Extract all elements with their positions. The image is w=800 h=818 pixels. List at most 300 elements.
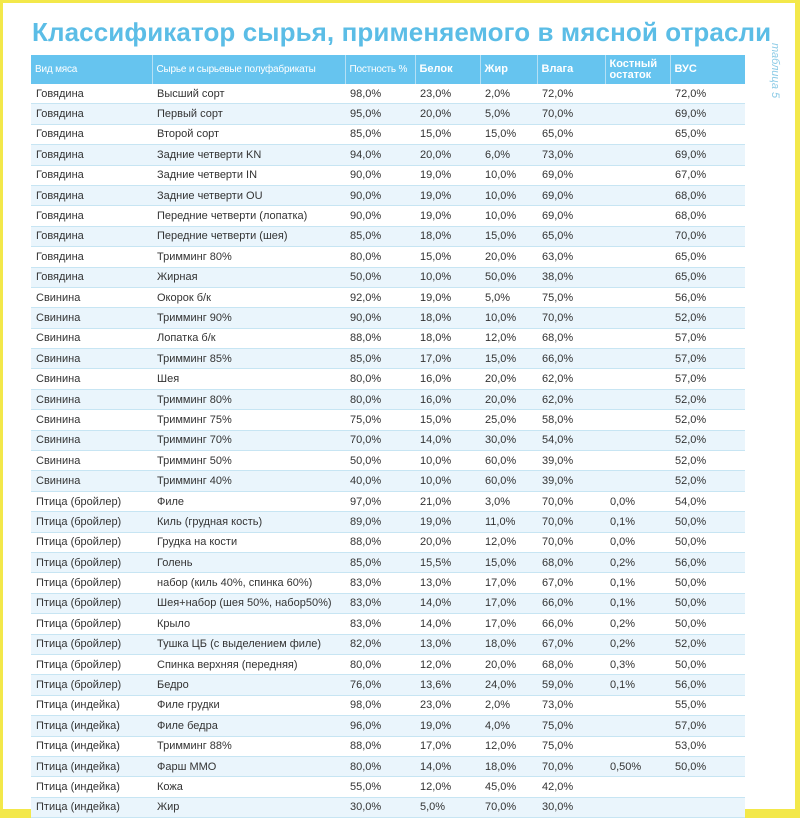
bone-residue-cell xyxy=(605,165,670,185)
protein-cell: 14,0% xyxy=(415,430,480,450)
table-row xyxy=(31,410,745,430)
table-row xyxy=(31,695,745,715)
table-row xyxy=(31,552,745,572)
moisture-cell: 38,0% xyxy=(537,267,605,287)
protein-cell: 15,0% xyxy=(415,247,480,267)
leanness-cell: 90,0% xyxy=(345,308,415,328)
protein-cell: 17,0% xyxy=(415,736,480,756)
leanness-cell: 88,0% xyxy=(345,532,415,552)
raw-material-cell: Тримминг 75% xyxy=(152,410,345,430)
wbc-cell: 50,0% xyxy=(670,614,745,634)
protein-cell: 15,0% xyxy=(415,124,480,144)
meat-type-cell: Свинина xyxy=(31,471,152,491)
table-row xyxy=(31,349,745,369)
table-row xyxy=(31,471,745,491)
raw-material-cell: Спинка верхняя (передняя) xyxy=(152,654,345,674)
meat-type-cell: Свинина xyxy=(31,451,152,471)
table-row xyxy=(31,185,745,205)
leanness-cell: 83,0% xyxy=(345,593,415,613)
table-row xyxy=(31,532,745,552)
wbc-cell: 52,0% xyxy=(670,471,745,491)
meat-type-cell: Птица (бройлер) xyxy=(31,552,152,572)
wbc-cell: 52,0% xyxy=(670,389,745,409)
bone-residue-cell: 0,0% xyxy=(605,491,670,511)
raw-material-cell: Киль (грудная кость) xyxy=(152,512,345,532)
wbc-cell: 72,0% xyxy=(670,84,745,104)
bone-residue-cell xyxy=(605,695,670,715)
wbc-cell xyxy=(670,797,745,817)
raw-material-cell: Передние четверти (лопатка) xyxy=(152,206,345,226)
bone-residue-cell: 0,1% xyxy=(605,593,670,613)
fat-cell: 20,0% xyxy=(480,389,537,409)
meat-type-cell: Говядина xyxy=(31,206,152,226)
raw-material-cell: Тушка ЦБ (с выделением филе) xyxy=(152,634,345,654)
moisture-cell: 70,0% xyxy=(537,104,605,124)
table-body xyxy=(31,84,745,818)
raw-material-cell: Окорок б/к xyxy=(152,287,345,307)
table-row xyxy=(31,287,745,307)
protein-cell: 18,0% xyxy=(415,308,480,328)
wbc-cell: 69,0% xyxy=(670,145,745,165)
wbc-cell: 50,0% xyxy=(670,654,745,674)
leanness-cell: 85,0% xyxy=(345,349,415,369)
protein-cell: 21,0% xyxy=(415,491,480,511)
meat-type-cell: Свинина xyxy=(31,389,152,409)
fat-cell: 15,0% xyxy=(480,226,537,246)
wbc-cell: 56,0% xyxy=(670,675,745,695)
wbc-cell: 65,0% xyxy=(670,267,745,287)
leanness-cell: 83,0% xyxy=(345,573,415,593)
protein-cell: 20,0% xyxy=(415,104,480,124)
table-row xyxy=(31,756,745,776)
bone-residue-cell xyxy=(605,716,670,736)
meat-type-cell: Свинина xyxy=(31,287,152,307)
wbc-cell: 54,0% xyxy=(670,491,745,511)
protein-cell: 17,0% xyxy=(415,349,480,369)
meat-type-cell: Говядина xyxy=(31,124,152,144)
table-row xyxy=(31,491,745,511)
meat-type-cell: Говядина xyxy=(31,104,152,124)
leanness-cell: 95,0% xyxy=(345,104,415,124)
table-row xyxy=(31,451,745,471)
raw-material-cell: Фарш ММО xyxy=(152,756,345,776)
column-header-meat-type: Вид мяса xyxy=(31,55,152,84)
fat-cell: 4,0% xyxy=(480,716,537,736)
leanness-cell: 85,0% xyxy=(345,552,415,572)
protein-cell: 19,0% xyxy=(415,716,480,736)
leanness-cell: 30,0% xyxy=(345,797,415,817)
fat-cell: 10,0% xyxy=(480,206,537,226)
bone-residue-cell: 0,1% xyxy=(605,675,670,695)
leanness-cell: 94,0% xyxy=(345,145,415,165)
protein-cell: 10,0% xyxy=(415,267,480,287)
wbc-cell: 69,0% xyxy=(670,104,745,124)
table-row xyxy=(31,430,745,450)
meat-type-cell: Птица (индейка) xyxy=(31,716,152,736)
protein-cell: 23,0% xyxy=(415,84,480,104)
wbc-cell: 50,0% xyxy=(670,756,745,776)
table-row xyxy=(31,165,745,185)
table-row xyxy=(31,145,745,165)
leanness-cell: 98,0% xyxy=(345,695,415,715)
fat-cell: 30,0% xyxy=(480,430,537,450)
meat-type-cell: Птица (бройлер) xyxy=(31,512,152,532)
table-row xyxy=(31,369,745,389)
raw-material-cell: Лопатка б/к xyxy=(152,328,345,348)
moisture-cell: 58,0% xyxy=(537,410,605,430)
bone-residue-cell xyxy=(605,369,670,389)
fat-cell: 25,0% xyxy=(480,410,537,430)
moisture-cell: 66,0% xyxy=(537,349,605,369)
fat-cell: 3,0% xyxy=(480,491,537,511)
wbc-cell: 65,0% xyxy=(670,124,745,144)
wbc-cell: 68,0% xyxy=(670,185,745,205)
bone-residue-cell: 0,50% xyxy=(605,756,670,776)
raw-material-cell: Высший сорт xyxy=(152,84,345,104)
bone-residue-cell xyxy=(605,84,670,104)
bone-residue-cell xyxy=(605,736,670,756)
wbc-cell: 52,0% xyxy=(670,430,745,450)
protein-cell: 20,0% xyxy=(415,532,480,552)
fat-cell: 2,0% xyxy=(480,84,537,104)
wbc-cell: 52,0% xyxy=(670,634,745,654)
wbc-cell: 55,0% xyxy=(670,695,745,715)
table-row xyxy=(31,226,745,246)
raw-material-cell: Первый сорт xyxy=(152,104,345,124)
leanness-cell: 80,0% xyxy=(345,369,415,389)
meat-type-cell: Говядина xyxy=(31,84,152,104)
protein-cell: 19,0% xyxy=(415,512,480,532)
bone-residue-cell xyxy=(605,287,670,307)
leanness-cell: 89,0% xyxy=(345,512,415,532)
moisture-cell: 75,0% xyxy=(537,736,605,756)
moisture-cell: 72,0% xyxy=(537,84,605,104)
moisture-cell: 54,0% xyxy=(537,430,605,450)
leanness-cell: 97,0% xyxy=(345,491,415,511)
wbc-cell: 57,0% xyxy=(670,328,745,348)
raw-material-cell: Шея xyxy=(152,369,345,389)
protein-cell: 19,0% xyxy=(415,287,480,307)
bone-residue-cell xyxy=(605,797,670,817)
meat-type-cell: Птица (индейка) xyxy=(31,756,152,776)
protein-cell: 19,0% xyxy=(415,165,480,185)
meat-type-cell: Говядина xyxy=(31,165,152,185)
protein-cell: 19,0% xyxy=(415,206,480,226)
protein-cell: 13,6% xyxy=(415,675,480,695)
meat-type-cell: Птица (бройлер) xyxy=(31,532,152,552)
raw-material-cell: Кожа xyxy=(152,777,345,797)
table-row xyxy=(31,675,745,695)
table-row xyxy=(31,716,745,736)
fat-cell: 17,0% xyxy=(480,573,537,593)
protein-cell: 16,0% xyxy=(415,369,480,389)
protein-cell: 15,0% xyxy=(415,410,480,430)
protein-cell: 18,0% xyxy=(415,328,480,348)
fat-cell: 70,0% xyxy=(480,797,537,817)
moisture-cell: 68,0% xyxy=(537,328,605,348)
bone-residue-cell xyxy=(605,451,670,471)
protein-cell: 13,0% xyxy=(415,573,480,593)
leanness-cell: 92,0% xyxy=(345,287,415,307)
raw-material-cell: Филе бедра xyxy=(152,716,345,736)
protein-cell: 5,0% xyxy=(415,797,480,817)
moisture-cell: 73,0% xyxy=(537,695,605,715)
leanness-cell: 76,0% xyxy=(345,675,415,695)
moisture-cell: 69,0% xyxy=(537,185,605,205)
leanness-cell: 96,0% xyxy=(345,716,415,736)
fat-cell: 11,0% xyxy=(480,512,537,532)
wbc-cell: 56,0% xyxy=(670,552,745,572)
leanness-cell: 88,0% xyxy=(345,736,415,756)
meat-type-cell: Говядина xyxy=(31,247,152,267)
fat-cell: 12,0% xyxy=(480,532,537,552)
moisture-cell: 63,0% xyxy=(537,247,605,267)
protein-cell: 18,0% xyxy=(415,226,480,246)
leanness-cell: 80,0% xyxy=(345,389,415,409)
raw-material-cell: Задние четверти IN xyxy=(152,165,345,185)
raw-material-classifier-table xyxy=(31,55,745,818)
bone-residue-cell xyxy=(605,206,670,226)
meat-type-cell: Птица (бройлер) xyxy=(31,573,152,593)
fat-cell: 12,0% xyxy=(480,328,537,348)
moisture-cell: 62,0% xyxy=(537,389,605,409)
protein-cell: 15,5% xyxy=(415,552,480,572)
bone-residue-cell xyxy=(605,349,670,369)
protein-cell: 10,0% xyxy=(415,451,480,471)
table-row xyxy=(31,84,745,104)
fat-cell: 18,0% xyxy=(480,634,537,654)
bone-residue-cell: 0,2% xyxy=(605,614,670,634)
fat-cell: 45,0% xyxy=(480,777,537,797)
raw-material-cell: Тримминг 70% xyxy=(152,430,345,450)
moisture-cell: 30,0% xyxy=(537,797,605,817)
bone-residue-cell xyxy=(605,430,670,450)
bone-residue-cell xyxy=(605,471,670,491)
raw-material-cell: Тримминг 80% xyxy=(152,389,345,409)
meat-type-cell: Свинина xyxy=(31,349,152,369)
moisture-cell: 62,0% xyxy=(537,369,605,389)
moisture-cell: 59,0% xyxy=(537,675,605,695)
table-row xyxy=(31,389,745,409)
moisture-cell: 75,0% xyxy=(537,716,605,736)
raw-material-cell: Крыло xyxy=(152,614,345,634)
meat-type-cell: Птица (индейка) xyxy=(31,797,152,817)
protein-cell: 14,0% xyxy=(415,614,480,634)
table-row xyxy=(31,614,745,634)
meat-type-cell: Свинина xyxy=(31,369,152,389)
wbc-cell: 52,0% xyxy=(670,451,745,471)
moisture-cell: 70,0% xyxy=(537,491,605,511)
meat-type-cell: Говядина xyxy=(31,145,152,165)
moisture-cell: 70,0% xyxy=(537,308,605,328)
bone-residue-cell xyxy=(605,777,670,797)
column-header-wbc: ВУС xyxy=(670,55,745,84)
moisture-cell: 42,0% xyxy=(537,777,605,797)
fat-cell: 5,0% xyxy=(480,287,537,307)
moisture-cell: 70,0% xyxy=(537,756,605,776)
moisture-cell: 69,0% xyxy=(537,165,605,185)
table-row xyxy=(31,736,745,756)
raw-material-cell: Филе грудки xyxy=(152,695,345,715)
leanness-cell: 83,0% xyxy=(345,614,415,634)
wbc-cell: 57,0% xyxy=(670,369,745,389)
table-row xyxy=(31,512,745,532)
moisture-cell: 68,0% xyxy=(537,654,605,674)
table-row xyxy=(31,573,745,593)
protein-cell: 12,0% xyxy=(415,654,480,674)
bone-residue-cell xyxy=(605,247,670,267)
leanness-cell: 70,0% xyxy=(345,430,415,450)
moisture-cell: 70,0% xyxy=(537,512,605,532)
table-header-row xyxy=(31,55,745,84)
bone-residue-cell xyxy=(605,145,670,165)
bone-residue-cell: 0,1% xyxy=(605,512,670,532)
leanness-cell: 82,0% xyxy=(345,634,415,654)
protein-cell: 16,0% xyxy=(415,389,480,409)
bone-residue-cell xyxy=(605,328,670,348)
moisture-cell: 39,0% xyxy=(537,451,605,471)
fat-cell: 15,0% xyxy=(480,349,537,369)
fat-cell: 17,0% xyxy=(480,614,537,634)
moisture-cell: 68,0% xyxy=(537,552,605,572)
raw-material-cell: Тримминг 50% xyxy=(152,451,345,471)
protein-cell: 20,0% xyxy=(415,145,480,165)
leanness-cell: 50,0% xyxy=(345,451,415,471)
raw-material-cell: Грудка на кости xyxy=(152,532,345,552)
meat-type-cell: Птица (индейка) xyxy=(31,777,152,797)
fat-cell: 10,0% xyxy=(480,308,537,328)
raw-material-cell: Бедро xyxy=(152,675,345,695)
column-header-fat: Жир xyxy=(480,55,537,84)
moisture-cell: 65,0% xyxy=(537,226,605,246)
fat-cell: 20,0% xyxy=(480,654,537,674)
moisture-cell: 73,0% xyxy=(537,145,605,165)
protein-cell: 13,0% xyxy=(415,634,480,654)
moisture-cell: 66,0% xyxy=(537,593,605,613)
leanness-cell: 85,0% xyxy=(345,226,415,246)
wbc-cell: 65,0% xyxy=(670,247,745,267)
fat-cell: 20,0% xyxy=(480,247,537,267)
table-row xyxy=(31,206,745,226)
table-row xyxy=(31,593,745,613)
leanness-cell: 75,0% xyxy=(345,410,415,430)
moisture-cell: 70,0% xyxy=(537,532,605,552)
bone-residue-cell: 0,3% xyxy=(605,654,670,674)
fat-cell: 18,0% xyxy=(480,756,537,776)
leanness-cell: 90,0% xyxy=(345,165,415,185)
fat-cell: 15,0% xyxy=(480,552,537,572)
bone-residue-cell xyxy=(605,226,670,246)
meat-type-cell: Птица (индейка) xyxy=(31,695,152,715)
meat-type-cell: Говядина xyxy=(31,226,152,246)
meat-type-cell: Птица (бройлер) xyxy=(31,654,152,674)
wbc-cell: 56,0% xyxy=(670,287,745,307)
table-row xyxy=(31,797,745,817)
wbc-cell: 57,0% xyxy=(670,716,745,736)
raw-material-cell: Жирная xyxy=(152,267,345,287)
moisture-cell: 69,0% xyxy=(537,206,605,226)
bone-residue-cell xyxy=(605,124,670,144)
moisture-cell: 67,0% xyxy=(537,573,605,593)
moisture-cell: 67,0% xyxy=(537,634,605,654)
wbc-cell: 50,0% xyxy=(670,532,745,552)
moisture-cell: 66,0% xyxy=(537,614,605,634)
fat-cell: 24,0% xyxy=(480,675,537,695)
fat-cell: 12,0% xyxy=(480,736,537,756)
bone-residue-cell xyxy=(605,410,670,430)
fat-cell: 60,0% xyxy=(480,471,537,491)
wbc-cell: 53,0% xyxy=(670,736,745,756)
leanness-cell: 88,0% xyxy=(345,328,415,348)
meat-type-cell: Свинина xyxy=(31,410,152,430)
leanness-cell: 55,0% xyxy=(345,777,415,797)
meat-type-cell: Птица (бройлер) xyxy=(31,675,152,695)
fat-cell: 50,0% xyxy=(480,267,537,287)
raw-material-cell: Тримминг 88% xyxy=(152,736,345,756)
leanness-cell: 98,0% xyxy=(345,84,415,104)
leanness-cell: 50,0% xyxy=(345,267,415,287)
raw-material-cell: набор (киль 40%, спинка 60%) xyxy=(152,573,345,593)
meat-type-cell: Птица (бройлер) xyxy=(31,634,152,654)
wbc-cell: 57,0% xyxy=(670,349,745,369)
raw-material-cell: Задние четверти OU xyxy=(152,185,345,205)
column-header-raw-material: Сырье и сырьевые полуфабрикаты xyxy=(152,55,345,84)
table-number-label: таблица 5 xyxy=(769,43,781,99)
wbc-cell: 50,0% xyxy=(670,512,745,532)
bone-residue-cell: 0,2% xyxy=(605,634,670,654)
fat-cell: 2,0% xyxy=(480,695,537,715)
fat-cell: 6,0% xyxy=(480,145,537,165)
meat-type-cell: Говядина xyxy=(31,267,152,287)
bone-residue-cell: 0,2% xyxy=(605,552,670,572)
moisture-cell: 65,0% xyxy=(537,124,605,144)
wbc-cell: 67,0% xyxy=(670,165,745,185)
meat-type-cell: Птица (бройлер) xyxy=(31,593,152,613)
table-row xyxy=(31,104,745,124)
document-page xyxy=(3,3,795,814)
raw-material-cell: Голень xyxy=(152,552,345,572)
raw-material-cell: Тримминг 80% xyxy=(152,247,345,267)
protein-cell: 10,0% xyxy=(415,471,480,491)
bone-residue-cell xyxy=(605,267,670,287)
fat-cell: 15,0% xyxy=(480,124,537,144)
column-header-protein: Белок xyxy=(415,55,480,84)
table-row xyxy=(31,124,745,144)
column-header-moisture: Влага xyxy=(537,55,605,84)
column-header-leanness: Постность % xyxy=(345,55,415,84)
protein-cell: 23,0% xyxy=(415,695,480,715)
raw-material-cell: Тримминг 40% xyxy=(152,471,345,491)
wbc-cell: 50,0% xyxy=(670,573,745,593)
moisture-cell: 75,0% xyxy=(537,287,605,307)
raw-material-cell: Тримминг 85% xyxy=(152,349,345,369)
bone-residue-cell xyxy=(605,185,670,205)
leanness-cell: 90,0% xyxy=(345,185,415,205)
fat-cell: 5,0% xyxy=(480,104,537,124)
table-row xyxy=(31,267,745,287)
fat-cell: 10,0% xyxy=(480,185,537,205)
page-title: Классификатор сырья, применяемого в мясной отрасли xyxy=(32,17,772,47)
bone-residue-cell xyxy=(605,104,670,124)
fat-cell: 60,0% xyxy=(480,451,537,471)
protein-cell: 12,0% xyxy=(415,777,480,797)
table-row xyxy=(31,634,745,654)
protein-cell: 19,0% xyxy=(415,185,480,205)
raw-material-cell: Шея+набор (шея 50%, набор50%) xyxy=(152,593,345,613)
meat-type-cell: Свинина xyxy=(31,430,152,450)
leanness-cell: 40,0% xyxy=(345,471,415,491)
bone-residue-cell xyxy=(605,389,670,409)
